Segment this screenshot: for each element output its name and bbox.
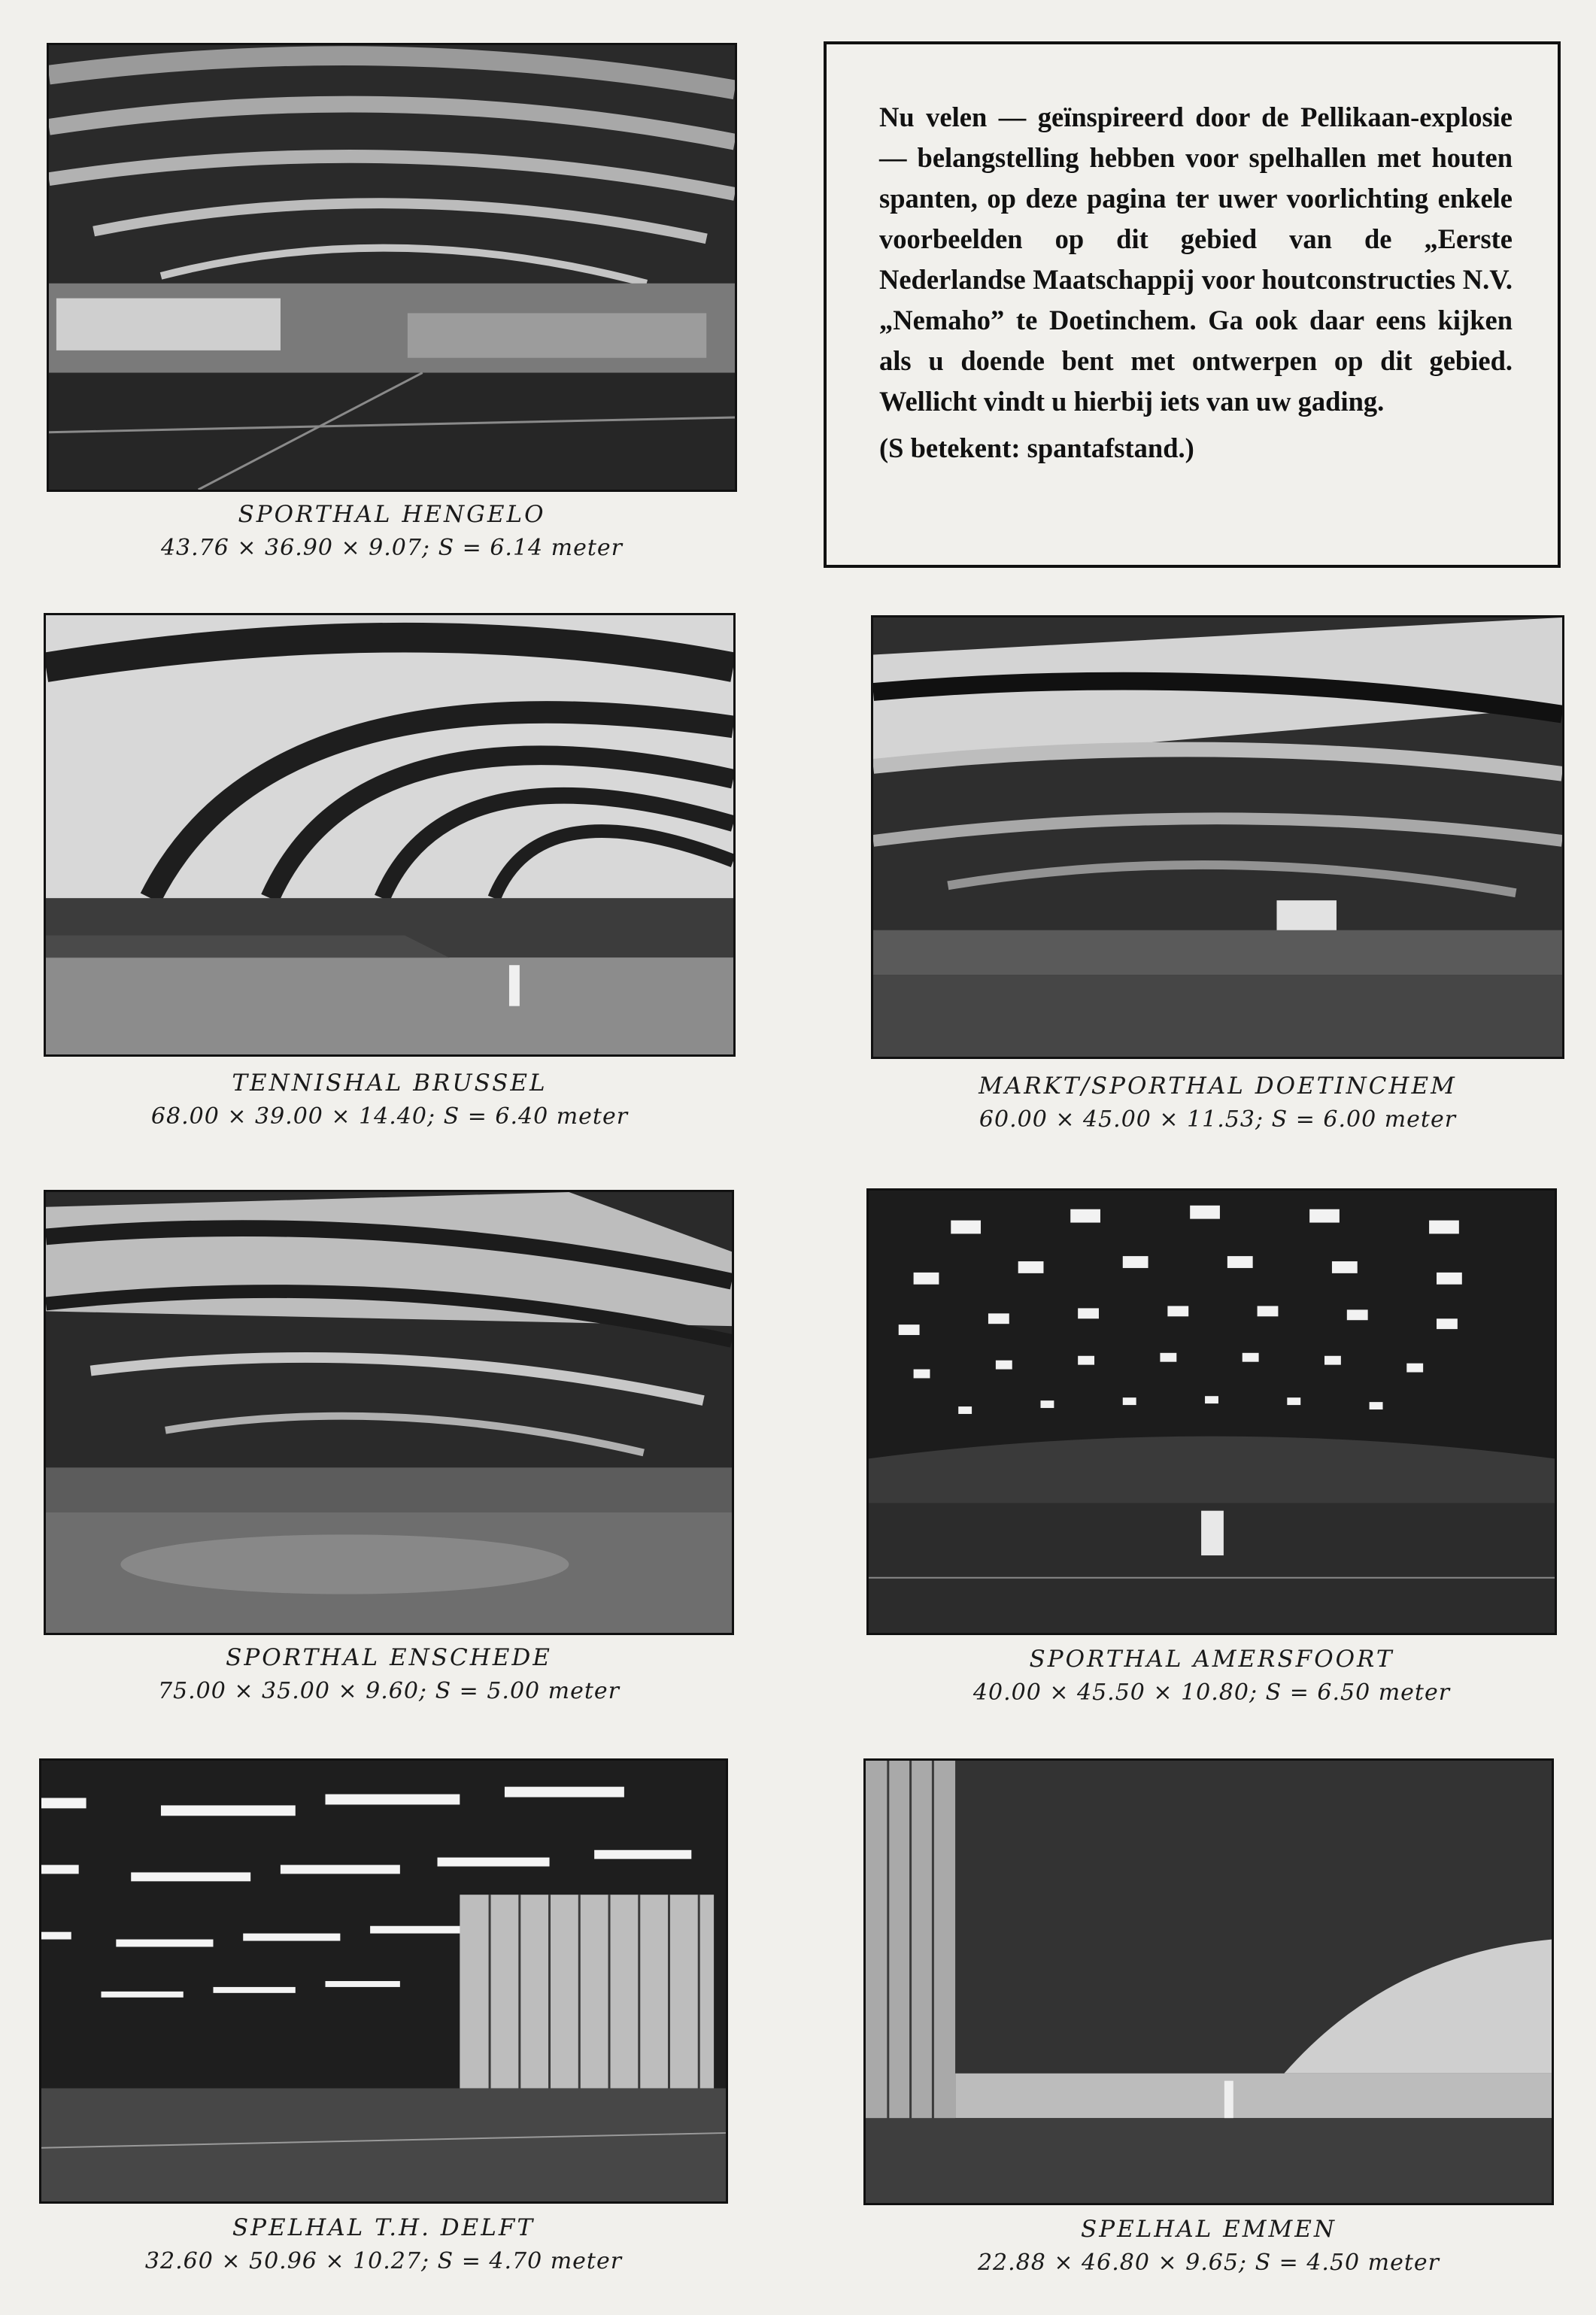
photo-spelhal-emmen: [863, 1758, 1554, 2205]
hall-dimensions: 68.00 × 39.00 × 14.40; S = 6.40 meter: [150, 1103, 629, 1130]
intro-text-box: [824, 41, 1561, 568]
hall-dimensions: 32.60 × 50.96 × 10.27; S = 4.70 meter: [144, 2248, 623, 2274]
photo-tennishal-brussel: [44, 613, 736, 1057]
caption-sporthal-enschede: [44, 1641, 734, 1709]
arched-hall-image: [873, 617, 1562, 1057]
lit-ceiling-hall-image: [41, 1761, 726, 2201]
hall-title: SPORTHAL AMERSFOORT: [1029, 1646, 1394, 1673]
intro-paragraph: Nu velen — geïnspireerd door de Pellikaan-explosie — belangstelling hebben voor spelhallen met houten spanten, op deze pagina ter uwer voorlichting enkele voorbeelden op dit gebied van de „Eerste Nederlandse Maatschappij voor houtconstructies N.V. „Nemaho” te Doetinchem. Ga ook daar eens kijken als u doende bent met ontwerpen op dit gebied. Wellicht vindt u hierbij iets van uw gading.: [879, 102, 1513, 417]
hall-title: SPELHAL EMMEN: [1080, 2216, 1337, 2243]
arched-hall-image: [49, 45, 735, 490]
photo-sporthal-enschede: [44, 1190, 734, 1635]
lit-ceiling-hall-image: [869, 1191, 1555, 1633]
hall-dimensions: 22.88 × 46.80 × 9.65; S = 4.50 meter: [977, 2250, 1440, 2276]
photo-sporthal-amersfoort: [866, 1188, 1557, 1635]
hall-dimensions: 60.00 × 45.00 × 11.53; S = 6.00 meter: [979, 1106, 1457, 1133]
hall-dimensions: 75.00 × 35.00 × 9.60; S = 5.00 meter: [157, 1678, 620, 1704]
hall-title: MARKT/SPORTHAL DOETINCHEM: [979, 1073, 1457, 1100]
vaulted-hall-image: [866, 1761, 1552, 2203]
hall-title: SPORTHAL HENGELO: [238, 501, 546, 528]
photo-markt-sporthal-doetinchem: [871, 615, 1564, 1059]
caption-sporthal-amersfoort: [866, 1643, 1557, 1710]
intro-note: (S betekent: spantafstand.): [879, 432, 1194, 463]
photo-spelhal-th-delft: [39, 1758, 728, 2204]
caption-sporthal-hengelo: [47, 498, 737, 566]
caption-spelhal-emmen: [863, 2213, 1554, 2280]
hall-dimensions: 40.00 × 45.50 × 10.80; S = 6.50 meter: [972, 1679, 1451, 1706]
arched-hall-image: [46, 615, 733, 1054]
photo-sporthal-hengelo: [47, 43, 737, 492]
hall-dimensions: 43.76 × 36.90 × 9.07; S = 6.14 meter: [160, 535, 624, 561]
hall-title: SPELHAL T.H. DELFT: [232, 2214, 536, 2241]
hall-title: TENNISHAL BRUSSEL: [232, 1070, 548, 1097]
caption-spelhal-th-delft: [39, 2211, 728, 2279]
caption-tennishal-brussel: [44, 1066, 736, 1134]
arched-hall-image: [46, 1192, 732, 1633]
hall-title: SPORTHAL ENSCHEDE: [226, 1644, 552, 1671]
caption-markt-sporthal-doetinchem: [871, 1070, 1564, 1137]
